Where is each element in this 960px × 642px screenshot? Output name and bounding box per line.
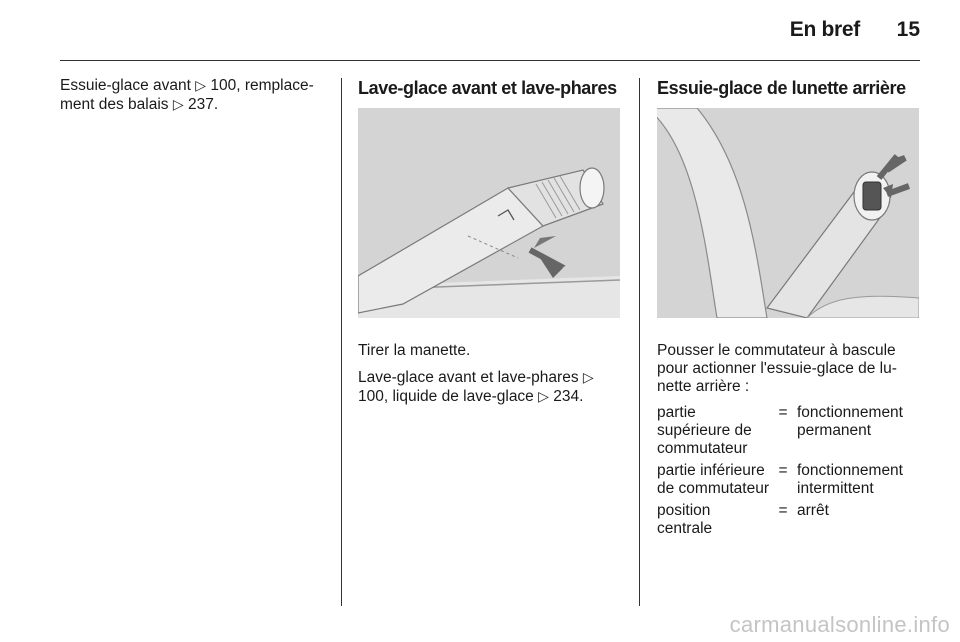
column-divider-2 [639, 78, 640, 606]
page-reference-arrow-icon: ▷ [538, 388, 549, 404]
section-title-rear-wiper: Essuie-glace de lunette arrière [657, 78, 906, 98]
mode-effect: arrêt [797, 502, 829, 519]
pull-lever-caption: Tirer la manette. [358, 342, 471, 359]
mode-position: partie supérieure de commutateur [657, 404, 752, 457]
table-row [657, 462, 919, 502]
page-reference-link[interactable]: 234 [553, 388, 580, 405]
table-row [657, 404, 919, 462]
table-row [657, 502, 919, 542]
page-reference-link[interactable]: 100 [358, 388, 384, 405]
column-1 [60, 76, 324, 122]
page-reference-arrow-icon: ▷ [195, 77, 207, 93]
page-header-title: En bref [789, 18, 860, 41]
front-wiper-reference-paragraph: Essuie-glace avant ▷ 100, remplace-ment des balais ▷ 237. [60, 77, 314, 113]
mode-position: partie inférieure de commutateur [657, 462, 769, 497]
mode-position: position centrale [657, 502, 713, 537]
mode-equals: = [778, 462, 788, 479]
column-divider-1 [341, 78, 342, 606]
column-3 [657, 76, 919, 542]
page-reference-link[interactable]: 237 [187, 96, 214, 113]
front-washer-reference-paragraph: Lave-glace avant et lave-phares ▷ 100, liquide de lave-glace ▷ 234. [358, 369, 594, 405]
mode-equals: = [778, 502, 788, 519]
page-reference-link[interactable]: 100 [210, 77, 237, 94]
rear-wiper-instructions: Pousser le commutateur à bascule pour actionner l'essuie-glace de lu-nette arrière : [657, 342, 897, 395]
section-title-front-washer: Lave-glace avant et lave-phares [358, 78, 617, 98]
mode-effect: fonctionnement permanent [797, 404, 903, 439]
page-number: 15 [896, 18, 920, 41]
mode-equals: = [778, 404, 788, 421]
washer-stalk-illustration [358, 108, 620, 318]
site-watermark: carmanualsonline.info [729, 612, 950, 637]
page-reference-arrow-icon: ▷ [582, 369, 594, 385]
column-2 [358, 76, 622, 414]
rear-wiper-mode-table [657, 404, 919, 542]
mode-effect: fonctionnement intermittent [797, 462, 903, 497]
rear-wiper-switch-illustration [657, 108, 919, 318]
header-divider [60, 60, 920, 61]
page-reference-arrow-icon: ▷ [172, 96, 184, 112]
